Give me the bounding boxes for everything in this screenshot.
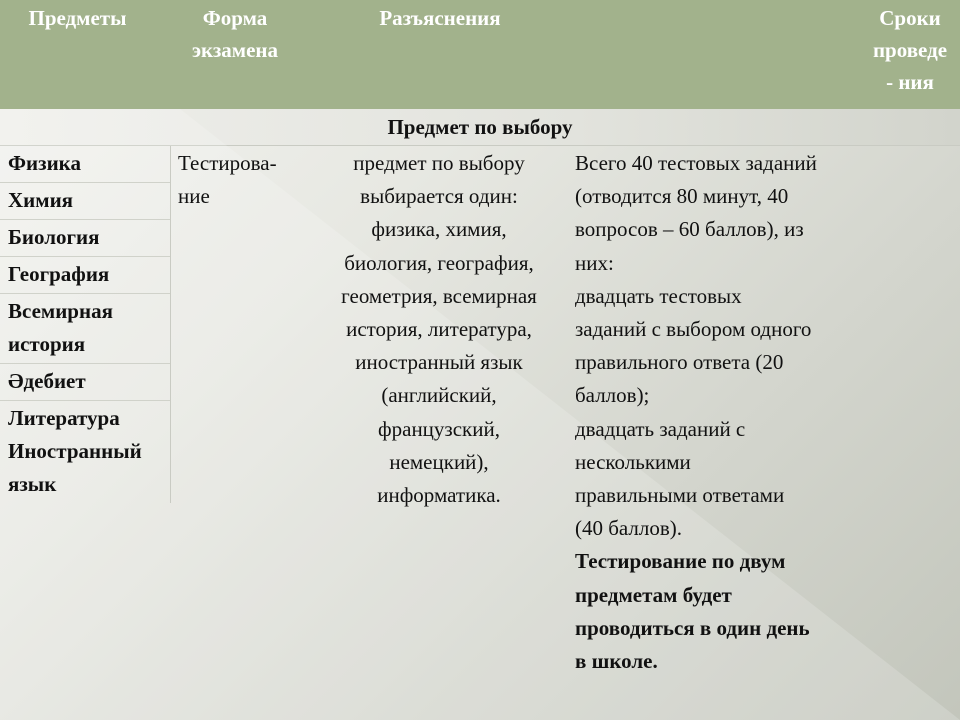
explanation-line: информатика.: [377, 483, 501, 508]
details-line: (отводится 80 минут, 40: [575, 184, 789, 209]
details-line: баллов);: [575, 383, 650, 408]
subjects-column: [0, 146, 171, 503]
subject-biology: Биология: [0, 220, 170, 257]
header-dates-line1: Сроки: [879, 6, 941, 30]
explanation-line: французский,: [378, 416, 500, 441]
details-line: вопросов – 60 баллов), из: [575, 217, 804, 242]
header-exam-form: [170, 2, 300, 66]
details-line: заданий с выбором одного: [575, 317, 812, 342]
exam-form-line: ние: [178, 184, 210, 208]
subject-world-history: Всемирная история: [0, 294, 170, 364]
details-bold-line: предметам будет: [575, 582, 732, 607]
explanation-line: история, литература,: [346, 317, 532, 342]
details-bold-line: в школе.: [575, 649, 658, 674]
explanation-line: предмет по выбору: [353, 151, 525, 175]
details-bold-line: проводиться в один день: [575, 615, 810, 640]
header-dates-line2: проведе: [872, 38, 948, 62]
header-subjects: [10, 2, 145, 34]
header-form-line2: экзамена: [191, 38, 279, 62]
details-line: правильными ответами: [575, 483, 785, 508]
header-subjects-label: Предметы: [28, 6, 127, 30]
header-dates-line3: - ния: [886, 70, 934, 94]
details-line: правильного ответа (20: [575, 350, 784, 375]
table-header: [0, 0, 960, 109]
header-form-line1: Форма: [202, 6, 268, 30]
explanation-line: физика, химия,: [371, 217, 507, 242]
subject-adebiet: Әдебиет: [0, 364, 170, 401]
details-line: несколькими: [575, 449, 691, 474]
explanation-line: биология, география,: [344, 250, 534, 275]
details-line: двадцать заданий с: [575, 416, 746, 441]
subject-literature-foreign-language: Литература Иностранный язык: [8, 406, 142, 496]
exam-form-line: Тестирова-: [178, 151, 277, 175]
details-line: двадцать тестовых: [575, 283, 742, 308]
explanation-line: немецкий),: [389, 449, 489, 474]
explanation-line: выбирается один:: [360, 184, 518, 209]
explanation-line: (английский,: [381, 383, 497, 408]
explanation-line: иностранный язык: [355, 350, 523, 375]
header-explanations-label: Разъяснения: [379, 6, 501, 30]
explanation-line: геометрия, всемирная: [341, 283, 537, 308]
exam-form-cell: [178, 147, 308, 213]
section-title-row: [0, 109, 960, 146]
details-line: них:: [575, 250, 614, 275]
header-dates: [862, 2, 958, 98]
subject-physics: Физика: [0, 146, 170, 183]
details-line: Всего 40 тестовых заданий: [575, 151, 817, 175]
section-title: Предмет по выбору: [387, 115, 573, 139]
explanations-cell: [320, 147, 558, 512]
details-bold-line: Тестирование по двум: [575, 549, 786, 574]
details-cell: [575, 147, 865, 678]
subject-chemistry: Химия: [0, 183, 170, 220]
details-line: (40 баллов).: [575, 516, 683, 541]
subject-geography: География: [0, 257, 170, 294]
header-explanations: [360, 2, 520, 34]
